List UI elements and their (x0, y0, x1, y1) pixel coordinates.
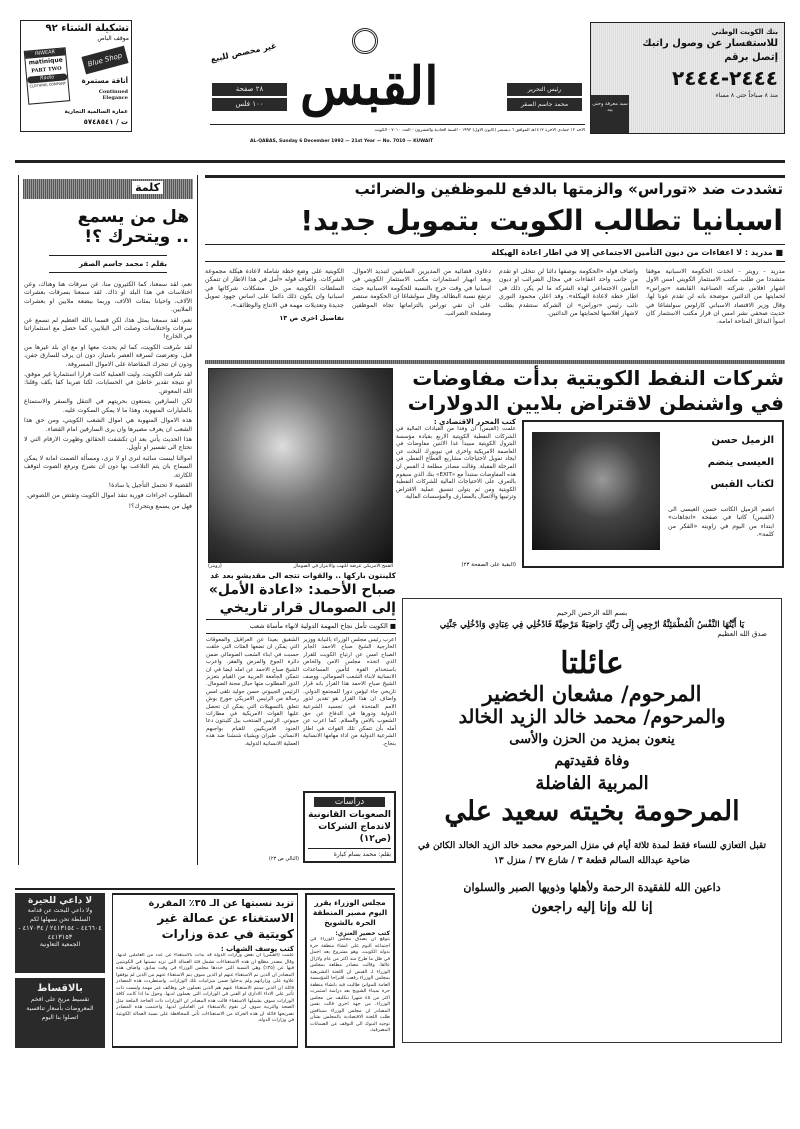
studies-box (303, 791, 396, 863)
oil-text: علمت (القبس) ان وفدا من القيادات المالية في الشركات النفطية الكويتية الاربع بقيادة مؤسسة البترول الكويتية سيبدأ غدا الاثنين مفاوضات في العاصمة الامريكية واخرى في نيويورك للبحث عن ايجاد تمويل لاحتياجات مشاريع القطاع النفطي في المرحلة المقبلة. وقالت مصادر مطلعة لـ القبس ان هذه المفاوضات ستبدأ مع «EXIT» بنك الذي سيقوم بالتعرف على الاحتياجات المالية للشركات النفطية الكويتية ومن ثم يتولى تنسيق عملية الاقتراض وترتيبها والاتصال بالمصارف والمؤسسات المالية. (396, 426, 516, 501)
labor-story (112, 893, 298, 1048)
column-paragraph: نعم، لقد سمعنا بمثل هذا، لكن قسما بالله العظيم لم نسمع عن سرقات واختلاسات وصلت الى البلايين، كما حصل مع استثماراتنا في الخارج! (24, 316, 192, 341)
column-paragraph: هذا الحديث يأتي بعد ان تكشفت الحقائق وظهرت الارقام التي لا تحتاج الى تفسير او تأويل. (24, 435, 192, 452)
obituary-family: عائلتا (560, 646, 624, 681)
sun-logo-icon (352, 28, 378, 54)
somalia-sub (206, 619, 396, 634)
writer-title-3: لكتاب القبس (710, 479, 774, 490)
masthead-bottom-rule (15, 160, 785, 163)
studies-byline: بقلم: محمد بسام كبارة (308, 848, 391, 858)
ad-nbk-salary (590, 22, 785, 134)
column-paragraph: هذه الاموال المنهوبة هي اموال الشعب الكويتي، ومن حق هذا الشعب ان يعرف مصيرها وان يرى السارقين امام القضاء. (24, 417, 192, 433)
somalia-right-col (303, 637, 396, 863)
somalia-sub-text: الكويت تأمل نجاح المهمة الدولية لانهاء مأساة شعب (249, 622, 388, 630)
column-paragraph: لكن السارقين يتمتعون بحريتهم في التنقل والسفر والاستمتاع بالمليارات المنهوبة، وهذا ما لا يمكن السكوت عليه. (24, 398, 192, 414)
obituary-mourn: ينعون بمزيد من الحزن والأسى (509, 732, 675, 747)
writer-photo (532, 432, 660, 550)
lead-col-1: مدريد - رويتر - اتخذت الحكومة الاسبانية موقفا متشددا من طلب مكتب الاستثمار الكويتي امس الاول اشهار افلاس شركته الصناعية القابضة «توراس» لحمايتها من الدائنين موضحة بانه لن تقدم عونا لها. وقال وزير الاقتصاد الاسباني كارلوس سولشاغا في حديث صحفي نشر امس ان قرار مكتب الاستثمار كان اسوأ البدائل المتاحة امامه. (646, 268, 785, 326)
ad-address: عمارة السالمية التجارية (64, 109, 128, 115)
obituary-verse: يَا أَيَّتُهَا النَّفْسُ الْمُطْمَئِنَّةُ ارْجِعِي إِلَى رَبِّكِ رَاضِيَةً مَرْضِيَّةً فَادْخُلِي فِي عِبَادِي وَادْخُلِي جَنَّتِي (439, 620, 745, 630)
editor-label: رئيس التحرير (507, 83, 582, 96)
ad-brand-inwear: INWEAR (25, 48, 65, 58)
column-paragraph: لقد سُرقت الكويت، وليت العملية كانت قرارا استثماريا غير موفق، او نتيجة تقدير خاطئ في الحسابات، لكنا ضربنا كفا بكف وقلنا: الله المعوض. (24, 371, 192, 395)
ad1-phones: ٤٤٦٦٠٤ - ٢٤١٣١٥٤ / ٤١٧٠٣٤ - ٤٤١٣١٥٣ (18, 924, 102, 941)
ad-installments (15, 978, 105, 1048)
column-tag-label: كلمة (132, 181, 163, 194)
labor-byline: كتب يوسف الشهاب : (220, 945, 294, 953)
ad-brand-company: CLOTHING COMPANY (29, 81, 67, 89)
column-title-2: .. ويتحرك ؟! (84, 227, 189, 247)
byline-box (49, 255, 167, 273)
ad-line2: للاستفسار عن وصول راتبك (642, 38, 778, 49)
lead-kicker: تشددت ضد «توراس» والزمتها بالدفع للموظفين والضرائب (354, 180, 783, 198)
somalia-headline-2: إلى الصومال قرار تاريخي (219, 600, 396, 616)
somalia-body (206, 637, 396, 863)
cabinet-byline: كتب خضير العنزي: (335, 930, 390, 937)
lead-col-2: واضاف قوله «الحكومة بوصفها دائنا لن تتخلى او تقدم من جانب واحد اعفاءات في مجال الضرائب او ديون التأمين الاجتماعي لهذه الشركة ما لم يكن ذلك في اطار خطة لاعادة الهيكلة». وقد اعلن محمود النوري نائب رئيس «توراس» ان الشركة ستتقدم بطلب لاشهار افلاسها لحمايتها من الدائنين. (499, 268, 638, 318)
obituary (402, 598, 782, 1043)
masthead-logo: القبس (300, 56, 439, 117)
somalia-col-2: الشقيق بعيدا عن العراقيل والمعوقات التي يمكن ان تضعها الفئات التي خلقت حسبت في ابناء الشعب الصومالي ضمن دائرة الجوع والمرض والفقر. واعرب الشيخ صباح الاحمد عن امله ايضا في ان تتمكن الجامعة العربية من القيام بتعزيز الدور المطلوب منها حيال محنة الصومال. الرئيس الجيبوتي حسن جوليد تلقى امس رسالة من الرئيس الامريكي جورج بوش تتعلق بالتسهيلات التي يمكن ان تحصل عليها القوات الامريكية في مطارات جيبوتي. الرئيس المنتخب بيل كلينتون دعا الجنود الامريكيين للقيام بواجبهم الانساني. طيران ويشياء شنشنا ضد هذه العملية الانسانية الدولية. (206, 637, 299, 747)
ad-brand-radio: Radio (27, 73, 67, 83)
labor-headline-2: كويتية في عدة وزارات (161, 927, 294, 941)
ad1-footer: الجمعية التعاونية (39, 941, 81, 948)
oil-body (396, 418, 516, 568)
obituary-death: وفاة فقيدتهم (554, 753, 630, 769)
column-paragraph: القضية لا تحتمل التأجيل يا سادة! (108, 481, 192, 489)
lead-top-rule (205, 175, 785, 178)
lead-sub (205, 248, 783, 257)
ad-text (633, 27, 778, 100)
oil-continued[interactable]: (البقية على الصفحة ٢٣) (461, 562, 516, 568)
ad-line3: إتصل برقم (724, 52, 778, 63)
studies-tag: دراسات (314, 797, 385, 807)
ad2-body: تقسيط مريح على افخم المعروضات بأسعار تنافسية (26, 996, 94, 1012)
column-paragraph: فهل من يسمع ويتحرك؟! (128, 502, 192, 510)
cabinet-headline: مجلس الوزراء يقرر اليوم مصير المنطقة الحرة بالشويخ (312, 898, 388, 927)
ad-no-confusion (15, 893, 105, 973)
square-bullet-icon: ■ (772, 248, 783, 257)
photo-credit: (رويتر) (208, 564, 222, 569)
square-bullet-icon: ■ (387, 622, 396, 630)
column-tag (23, 179, 193, 199)
somalia-headline-1: صباح الأحمد: «اعادة الأمل» (208, 582, 396, 598)
writer-title-1: الزميل حسن (711, 435, 774, 446)
lead-sub-rule (205, 261, 785, 262)
ad-winter-collection (20, 20, 132, 132)
cabinet-story (305, 893, 395, 1048)
ad-title: تشكيلة الشتاء ٩٢ (45, 23, 129, 34)
dateline-en: AL-QABAS, Sunday 6 December 1992 — 21st Year — No. 7010 — KUWAIT (250, 139, 434, 144)
obituary-prayer: داعين الله للفقيدة الرحمة ولأهلها وذويها الصبر والسلوان (463, 881, 721, 894)
pages-count: ٢٨ صفحة (212, 83, 287, 96)
obituary-basmala: بسم الله الرحمن الرحيم (556, 609, 628, 617)
obituary-title: المربية الفاضلة (535, 773, 649, 794)
column-byline: بقلم : محمد جاسم الصقر (78, 260, 167, 268)
lead-col-4-wrap (205, 268, 344, 356)
labor-headline (116, 910, 294, 942)
editor-name: محمد جاسم الصقر (507, 98, 582, 111)
column-paragraph: نعم، لقد سمعنا، كما الكثيرون منا، عن سرقات هنا وهناك، وعن اختلاسات في هذا البلد او ذاك. لقد سمعنا بسرقات بعشرات الآلاف، واحيانا بمئات الآلاف، وربما ببضعة ملايين او بعشرات الملايين. (24, 281, 192, 314)
column-body (19, 281, 197, 511)
somalia-left-col (206, 637, 299, 863)
photo-caption-text: القمح الامريكي عرضة للنهب والابتزاز في الصومال (293, 564, 393, 569)
column-paragraph: لقد سُرقت الكويت، كما لم يحدث معها او مع اي بلد غيرها من قبل، وتعرضت لسرقة العصر بامتياز، دون ان يرف للسارق جفن، ودون ان تتحرك المقاضاة على الاموال المسروقة. (24, 343, 192, 368)
ad1-body: ولا داعي للبحث عن قدامة السلطة نحن نسهلها لكم (27, 907, 93, 923)
ad-brand-blueshop: Blue Shop (81, 46, 128, 75)
writer-body: انضم الزميل الكاتب حسن العيسى الى (القبس) كاتبا في صفحة «اتجاهات» ابتداء من اليوم في زاويته «الفكر من كلمة». (668, 506, 774, 539)
studies-title[interactable]: الصعوبات القانونية لاندماج الشركات (ص١٢) (308, 810, 391, 844)
obituary-name-1: المرحوم/ مشعان الخضير (482, 681, 702, 706)
writer-title-2: العيسى ينضم (707, 457, 774, 468)
lead-mid-rule (205, 244, 785, 245)
ad2-title: بالاقساط (37, 983, 83, 994)
column-paragraph: اموالنا ليست سائبة لنرى او لا نرى، ومسألة الصمت امانة لا يمكن السماح بان يتم التلاعب بها دون ان نصرخ ونرفع الصوت لتوقف الكارثة. (24, 454, 192, 479)
obituary-name-2: والمرحوم/ محمد خالد الزيد الخالد (458, 706, 726, 728)
ad-side-panel: سيد معرفة وحتى يبه (591, 95, 629, 133)
somalia-story (206, 571, 396, 863)
ad-phone: ت / ٥٧٤٨٥٤١ (83, 118, 128, 126)
lead-col-3: دعاوى قضائية من المديرين السابقين لتبديد الاموال. وبعد انهيار استثمارات مكتب الاستثمار الكويتي في اسبانيا في وقت حرج بالنسبة للحكومة الاسبانية حيث ترتفع نسبة البطالة. وقال سولشاغا ان الحكومة ستصر على ان تفي توراس بالتزاماتها تجاه الموظفين ومصلحة الضرائب. (352, 268, 491, 318)
ad-brand-parttwo: PART TWO (31, 65, 62, 75)
oil-byline: كتب المحرر الاقتصادي : (433, 418, 516, 426)
lead-col-4: الكويتية على وضع خطة شاملة لاعادة هيكلة مجموعة الشركات. واضاف قوله «أمل في هذا الاطار ان تتمكن السلطات الكويتية من حل مشكلات شركاتها في اسبانيا وان يكون ذلك دائما على اساس جهود تمويل جديدة وتعديلات مهمة في الانتاج والوظائف». (205, 268, 344, 309)
lead-headline: اسبانيا تطالب الكويت بتمويل جديد! (300, 204, 783, 237)
ad-slogan-ar: أناقة مستمرة (81, 77, 128, 85)
labor-body: علمت (القبس) ان بعض وزارات الدولة قد بدأت بالاستغناء عن عدد من العاملين لديها. وقال مصدر مطلع ان هذه الاستغناءات تشمل فئة العمالة التي تزيد نسبتها في الكويتيين فيها عن (٣٥٪) وهي النسبة التي حددها مجلس الوزراء في وقت سابق. واضاف هذه المصادر ان الذين تم الاستغناء عنهم او الذين سوف يتم الاستغناء عنهم من الذين لم يوفقوا علاوة على وزاراتهم ولم يدخلوا ضمن ميزانيات تلك الوزارات. واستطردت هذه المصادر قائلة ان الذين سيتم الاستغناء عنهم هم الذين يعملون في وظائف غير مهمة وليست ذات تأثير على الاداء الاداري او الفني في الوزارات التي يعملون لديها. وحول ما اذا كانت كافة الوزارات سوف يشملها الاستغناء قالت هذه المصادر ان الوزارات ذات الحاجة الملحة مثل الصحة والتربية سوف لن تقوم بالاستغناء عن العاملين لديها. واختتمت هذه المصادر تصريحها قائلة ان هذه الحركة من الاستغناءات تأتي للمحافظة على نسبة العمالة الكويتية في وزارات الدولة. (116, 953, 294, 1023)
price: ١٠٠ فلس (212, 98, 287, 111)
labor-kicker: تزيد نسبتها عن الـ ٣٥٪ المقررة (148, 898, 294, 909)
opinion-column (18, 175, 198, 865)
ad-shop: موقف الباص (97, 35, 129, 42)
writer-announcement (522, 420, 784, 568)
ad-hours: منذ ٨ صباحاً حتى ٨ مساء (715, 92, 778, 99)
ad1-title: لا داعي للحيرة (27, 896, 93, 906)
photo-caption (208, 564, 393, 569)
dateline-ar: الاحد ١٢ جمادى الآخرة ١٤١٣هـ الموافق ٦ ديسمبر (كانون الأول) ١٩٩٢ - السنة الحادية والعشرون - العدد ٧٠١٠ - الكويت (374, 128, 585, 133)
oil-headline (396, 366, 784, 416)
not-for-sale-label: غير مخصص للبيع (209, 41, 278, 64)
section-rule (205, 360, 785, 364)
column-paragraph: المطلوب اجراءات فورية تنقذ اموال الكويت وتقتص من اللصوص. (26, 492, 192, 500)
somalia-continued[interactable]: (التالي ص ٢٣) (268, 856, 299, 862)
writer-title (668, 430, 774, 496)
ad-slogan-en: Continued Elegance (98, 89, 128, 101)
ad-bank: بنك الكويت الوطني (711, 28, 778, 36)
lead-more-link[interactable]: تفاصيل اخرى ص ١٣ (279, 314, 344, 323)
obituary-verse-end: صدق الله العظيم (717, 630, 767, 638)
ad2-footer: اتصلوا بنا اليوم (41, 1014, 79, 1021)
obituary-condolence: تقبل التعازي للنساء فقط لمدة ثلاثة أيام في منزل المرحوم محمد خالد الزيد الخالد الكائن في ضاحية عبدالله السالم قطعة ٣ / شارع ٣٧ / منزل ١٣ (418, 841, 766, 866)
ad-tag (24, 47, 71, 104)
somalia-headline (206, 581, 396, 617)
labor-headline-1: الاستغناء عن عمالة غير (157, 911, 294, 925)
obituary-deceased: المرحومة بخيته سعيد علي (444, 796, 740, 827)
somalia-col-1: اعرب رئيس مجلس الوزراء بالنيابة ووزير الخارجية الشيخ صباح الاحمد الجابر الصباح امس عن ارتياح الكويت للقرار الذي اتخذه مجلس الامن والخاص باستخدام القوة لتأمين المساعدات الانسانية لابناء الشعب الصومالي. ووصف الشيخ صباح الاحمد هذا القرار بانه قرار تاريخي جاء ليؤمن دورا للمجتمع الدولي. واضاف ان هذا القرار هو تقدير لدور الامم المتحدة في تجسيد الشرعية الدولية ودورها في الدفاع عن حق الشعوب بالامن والسلام. كما اعرب عن أمله بأن تتمكن تلك القوات في اطار الشرعية الدولية من اداء مهامها الانسانية بنجاح. (303, 637, 396, 747)
obituary-closing: إنا لله وإنا إليه راجعون (531, 900, 653, 915)
masthead-rule (210, 124, 585, 125)
ad-brand-matinique: matinique (28, 56, 64, 67)
cabinet-body: يتوقع ان يصدق مجلس الوزراء في اجتماعه اليوم على انشاء منطقة حرة بدولة الكويت، وهو مشروع يعد اجمل في ظل ما طرح منذ اكثر من عام ولازال عالقا. وقالت مصادر مطلعة بمجلس الوزراء لـ القبس ان اللجنة التشريعية بمجلس الوزراء رفعت اقتراحا للمؤسسة العامة للموانئ طالبت فيه بانشاء منطقة حرة بميناء الشويخ بعد دراسة استمرت اكثر من ٤٥ شهرا بتكليف من مجلس الوزراء. من جهة اخرى قالت نفس المصادر ان مجلس الوزراء سيناقش طلب اللجنة الاقتصادية بالمجلس بشأن توجيه البنوك الى التوقف عن الضمانات المصرفية. (310, 937, 390, 1033)
somalia-photo (208, 368, 393, 563)
somalia-kicker: كلينتون باركها .. والقوات تتجه الى مقديشو بعد غد (210, 571, 396, 580)
oil-headline-1: شركات النفط الكويتية بدأت مفاوضات (412, 366, 784, 390)
lead-columns (205, 268, 785, 356)
column-title-1: هل من يسمع (77, 207, 189, 227)
ad-number: ٢٤٤٤-٢٤٤٤ (672, 66, 778, 90)
lead-sub-text: مدريد : لا اعفاءات من ديون التأمين الاجتماعي إلا في اطار اعادة الهيكلة (491, 248, 773, 257)
oil-headline-2: في واشنطن لاقتراض بلايين الدولارات (407, 391, 784, 415)
bottom-section-rule (15, 888, 395, 890)
